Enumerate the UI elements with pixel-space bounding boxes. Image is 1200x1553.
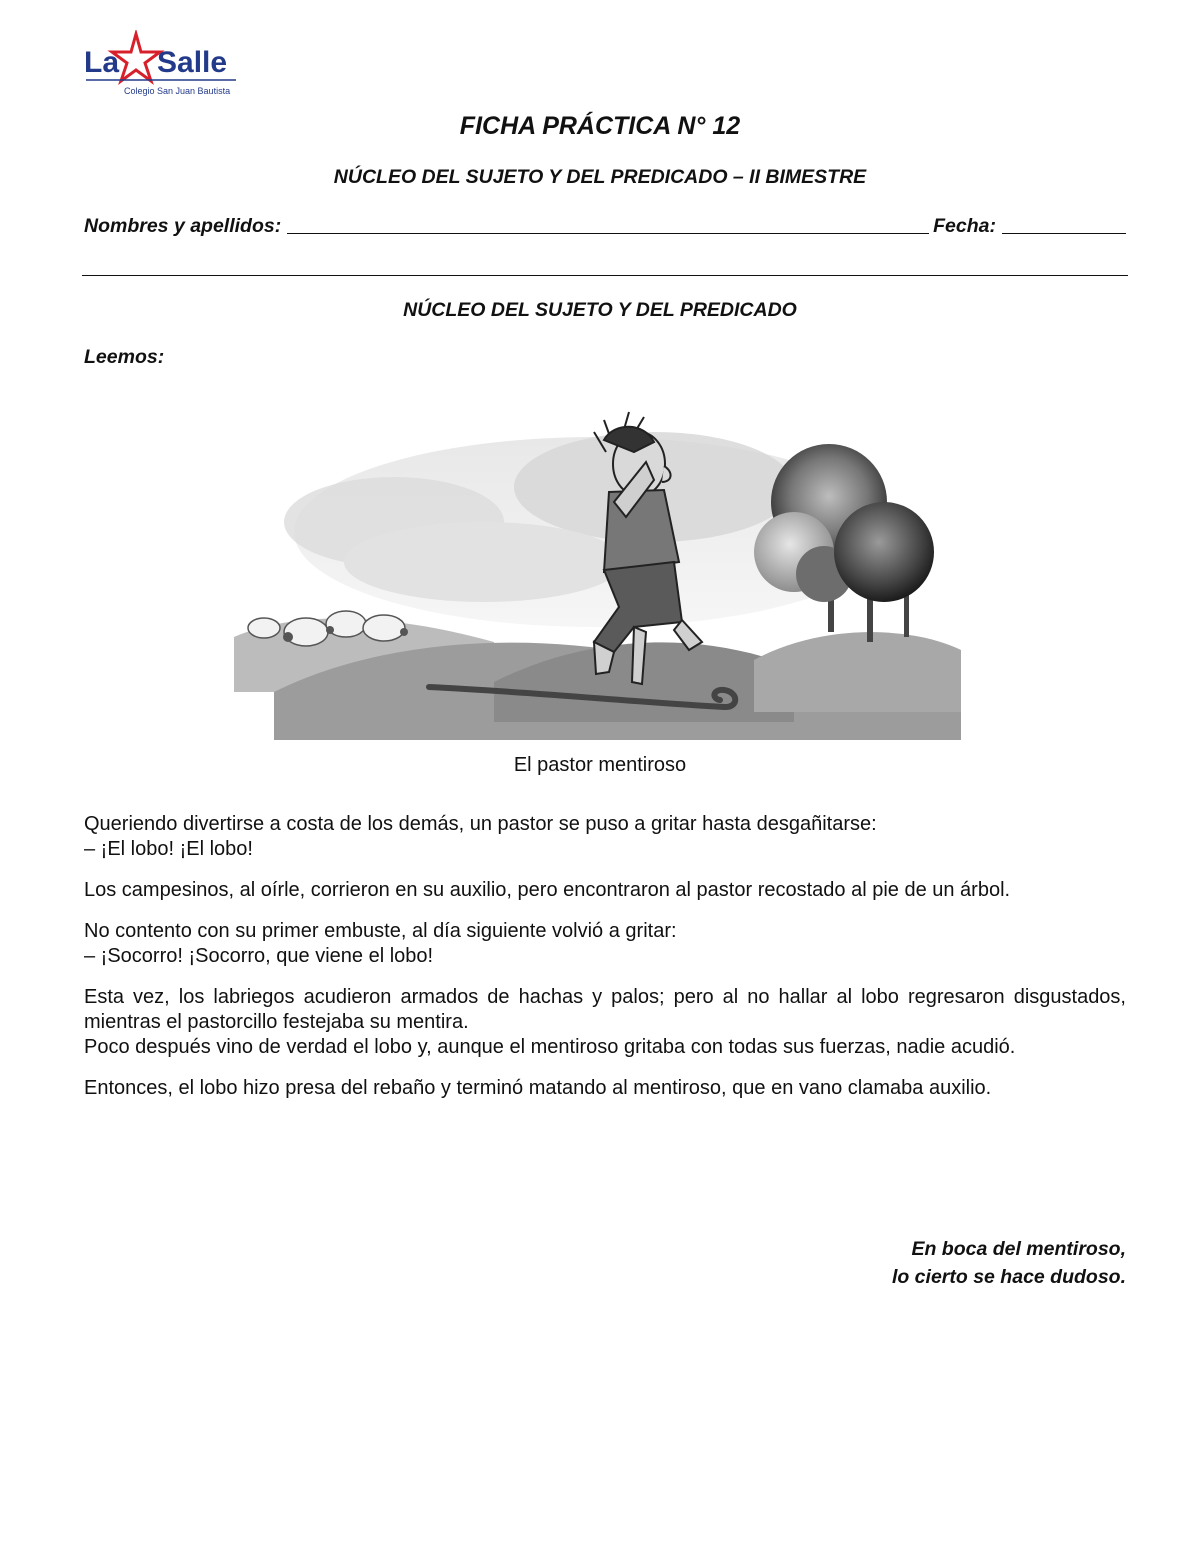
story-paragraph: Poco después vino de verdad el lobo y, aunque el mentiroso gritaba con todas sus fuerzas, nadie acudió. (84, 1036, 1016, 1058)
story-text (84, 812, 1126, 1101)
la-salle-star-logo-icon (84, 30, 244, 105)
date-blank-line[interactable] (1002, 213, 1126, 234)
story-paragraph: Esta vez, los labriegos acudieron armados de hachas y palos; pero al no hallar al lobo regresaron disgustados, mientras el pastorcillo festejaba su mentira. (84, 986, 1126, 1033)
logo-word-left: La (84, 46, 120, 79)
story-paragraph: – ¡El lobo! ¡El lobo! (84, 838, 253, 860)
moral-line-2: lo cierto se hace dudoso. (891, 1266, 1126, 1288)
worksheet-subtitle: NÚCLEO DEL SUJETO Y DEL PREDICADO – II BIMESTRE (333, 166, 867, 188)
student-info-row (84, 212, 1126, 238)
moral-saying (892, 1235, 1126, 1291)
shepherd-boy-illustration-icon (234, 392, 961, 740)
date-label: Fecha: (933, 215, 996, 237)
horizontal-divider (82, 275, 1128, 276)
story-paragraph: No contento con su primer embuste, al día siguiente volvió a gritar: (84, 920, 677, 942)
story-paragraph: Queriendo divertirse a costa de los demás, un pastor se puso a gritar hasta desgañitarse: (84, 813, 877, 835)
name-label: Nombres y apellidos: (84, 215, 282, 237)
logo-subtitle: Colegio San Juan Bautista (124, 86, 231, 96)
logo-word-right: Salle (157, 46, 228, 79)
star-icon (112, 34, 160, 81)
section-title: NÚCLEO DEL SUJETO Y DEL PREDICADO (403, 299, 797, 321)
story-paragraph: – ¡Socorro! ¡Socorro, que viene el lobo! (84, 945, 434, 967)
illustration-caption: El pastor mentiroso (513, 754, 687, 776)
story-paragraph: Los campesinos, al oírle, corrieron en su auxilio, pero encontraron al pastor recostado al pie de un árbol. (84, 879, 1011, 901)
shepherd-illustration (234, 392, 961, 740)
school-logo (84, 30, 244, 105)
name-blank-line[interactable] (287, 213, 929, 234)
worksheet-title: FICHA PRÁCTICA N° 12 (459, 112, 741, 140)
read-label: Leemos: (84, 346, 165, 368)
moral-line-1: En boca del mentiroso, (911, 1238, 1126, 1260)
story-paragraph: Entonces, el lobo hizo presa del rebaño y terminó matando al mentiroso, que en vano clamaba auxilio. (84, 1077, 992, 1099)
